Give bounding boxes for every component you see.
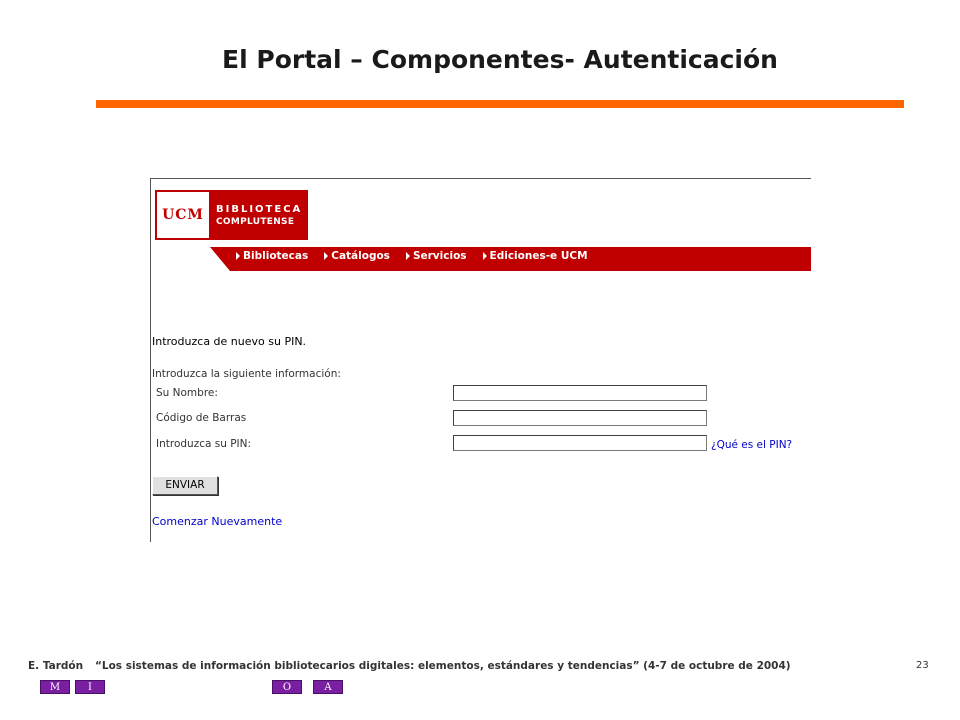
nav-item-ediciones-e-ucm[interactable] bbox=[483, 250, 588, 262]
nav-a-button[interactable]: A bbox=[313, 680, 343, 694]
nav-item-label: Catálogos bbox=[331, 250, 390, 262]
arrow-right-icon bbox=[236, 252, 240, 260]
logo-text bbox=[211, 190, 308, 240]
barcode-field[interactable] bbox=[453, 410, 707, 426]
name-label: Su Nombre: bbox=[156, 387, 218, 399]
nav-item-catalogos[interactable] bbox=[324, 250, 390, 262]
arrow-right-icon bbox=[406, 252, 410, 260]
frame-border-left bbox=[150, 178, 151, 542]
nav-o-button[interactable]: O bbox=[272, 680, 302, 694]
ucm-library-logo[interactable] bbox=[155, 190, 308, 240]
arrow-right-icon bbox=[483, 252, 487, 260]
logo-line-complutense: COMPLUTENSE bbox=[216, 216, 295, 227]
title-underline bbox=[96, 100, 904, 108]
nav-menu-button[interactable]: M bbox=[40, 680, 70, 694]
nav-item-label: Bibliotecas bbox=[243, 250, 309, 262]
nav-item-servicios[interactable] bbox=[406, 250, 467, 262]
nav-item-label: Ediciones-e UCM bbox=[489, 250, 588, 262]
name-field[interactable] bbox=[453, 385, 707, 401]
submit-button[interactable]: ENVIAR bbox=[152, 476, 218, 495]
pin-help-link[interactable]: ¿Qué es el PIN? bbox=[711, 439, 793, 451]
nav-item-bibliotecas[interactable] bbox=[236, 250, 308, 262]
info-instructions: Introduzca la siguiente información: bbox=[152, 368, 341, 380]
logo-line-biblioteca: BIBLIOTECA bbox=[216, 203, 303, 215]
portal-screenshot bbox=[150, 178, 811, 542]
pin-label: Introduzca su PIN: bbox=[156, 438, 252, 450]
main-nav bbox=[236, 249, 604, 263]
page-number: 23 bbox=[916, 660, 929, 671]
ucm-mark: UCM bbox=[157, 192, 209, 238]
barcode-label: Código de Barras bbox=[156, 412, 247, 424]
slide-title: El Portal – Componentes- Autenticación bbox=[222, 45, 778, 74]
footer-author: E. Tardón bbox=[28, 660, 84, 672]
pin-field[interactable] bbox=[453, 435, 707, 451]
frame-border-top bbox=[150, 178, 811, 179]
nav-index-button[interactable]: I bbox=[75, 680, 105, 694]
footer-citation: “Los sistemas de información bibliotecarios digitales: elementos, estándares y tendencias” (4-7 de octubre de 2004) bbox=[95, 660, 791, 672]
pin-retry-message: Introduzca de nuevo su PIN. bbox=[152, 335, 307, 348]
nav-item-label: Servicios bbox=[412, 250, 467, 262]
arrow-right-icon bbox=[324, 252, 328, 260]
restart-link[interactable]: Comenzar Nuevamente bbox=[152, 515, 283, 528]
